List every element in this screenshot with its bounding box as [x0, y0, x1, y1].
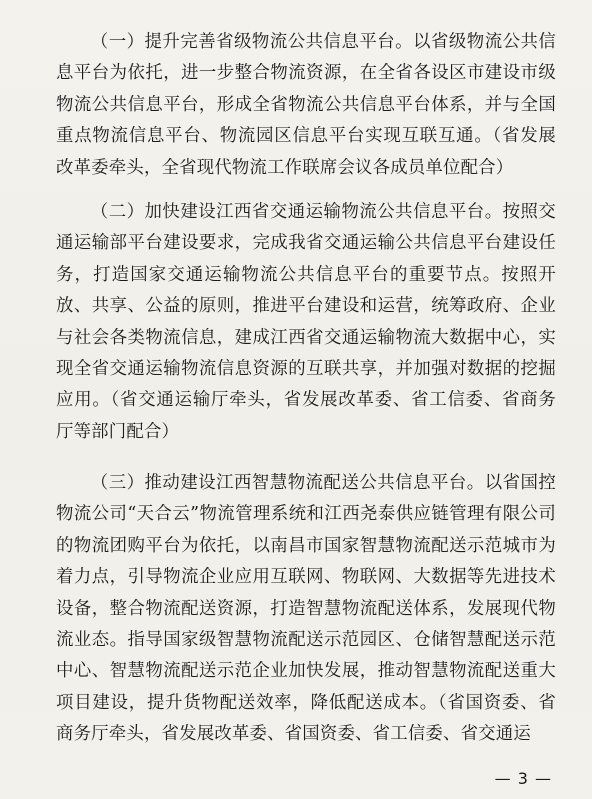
paragraph-platform-upgrade: （一）提升完善省级物流公共信息平台。以省级物流公共信息平台为依托，进一步整合物流资源，在全省各设区市建设市级物流公共信息平台，形成全省物流公共信息平台体系，并与全国重点物流信息平台、物流园区信息平台实现互联互通。（省发展改革委牵头，全省现代物流工作联席会议各成员单位配合）	[56, 32, 556, 178]
paragraph-transport-platform: （二）加快建设江西省交通运输物流公共信息平台。按照交通运输部平台建设要求，完成我省交通运输公共信息平台建设任务，打造国家交通运输物流公共信息平台的重要节点。按照开放、共享、公益的原则，推进平台建设和运营，统筹政府、企业与社会各类物流信息，建成江西省交通运输物流大数据中心，实现全省交通运输物流信息资源的互联共享，并加强对数据的挖掘应用。（省交通运输厅牵头，省发展改革委、省工信委、省商务厅等部门配合）	[56, 202, 556, 442]
page-number: — 3 —	[494, 769, 552, 788]
paragraph-smart-logistics: （三）推动建设江西智慧物流配送公共信息平台。以省国控物流公司“天合云”物流管理系统和江西尧泰供应链管理有限公司的物流团购平台为依托，以南昌市国家智慧物流配送示范城市为着力点，引导物流企业应用互联网、物联网、大数据等先进技术设备，整合物流配送资源，打造智慧物流配送体系，发展现代物流业态。指导国家级智慧物流配送示范园区、仓储智慧配送示范中心、智慧物流配送示范企业加快发展，推动智慧物流配送重大项目建设，提升货物配送效率，降低配送成本。（省国资委、省商务厅牵头，省发展改革委、省国资委、省工信委、省交通运	[56, 473, 556, 745]
